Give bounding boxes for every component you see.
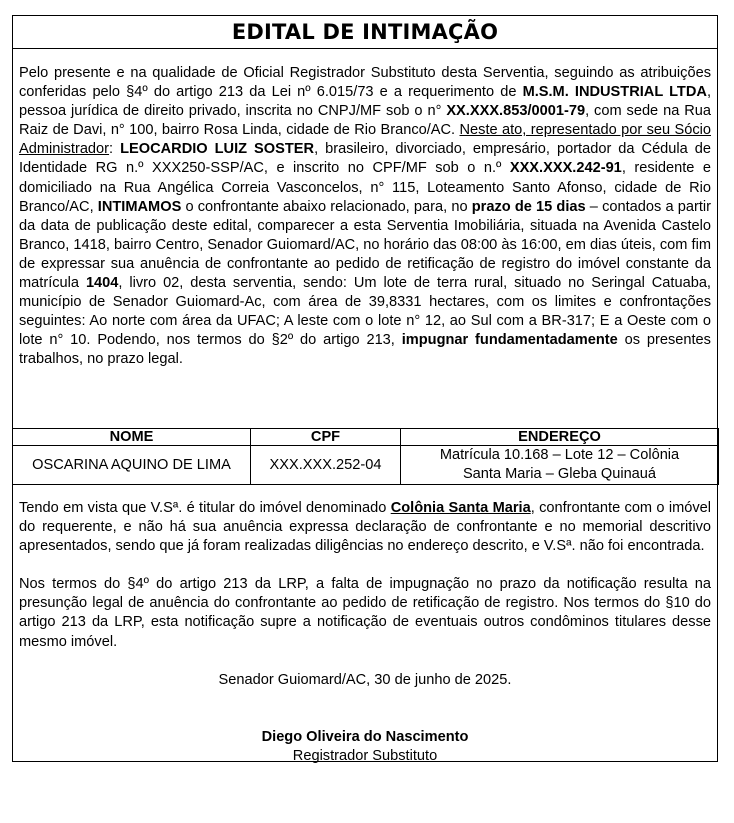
table-header-row xyxy=(13,429,719,446)
signature-block xyxy=(19,728,711,766)
place-date: Senador Guiomard/AC, 30 de junho de 2025. xyxy=(218,671,512,688)
intimamos-word: INTIMAMOS xyxy=(97,198,182,215)
representation-note: Neste ato, representado por seu Sócio Administrador xyxy=(19,122,711,158)
intro-text-5: , brasileiro, divorciado, empresário, portador da Cédula de Identidade RG n.º XXX250-SSP/AC, e inscrito no CPF/MF sob o n.º xyxy=(19,141,711,177)
company-name: M.S.M. INDUSTRIAL LTDA xyxy=(522,84,707,101)
representative-cpf: XXX.XXX.242-91 xyxy=(509,160,622,177)
address-line-1: Matrícula 10.168 – Lote 12 – Colônia xyxy=(439,447,680,463)
header-endereco: ENDEREÇO xyxy=(401,429,719,446)
notice-text-1: Tendo em vista que V.Sª. é titular do imóvel denominado xyxy=(19,500,391,516)
intro-text-3: , com sede na Rua Raiz de Davi, n° 100, bairro Rosa Linda, cidade de Rio Branco/AC. xyxy=(19,103,711,139)
intro-text-7: o confrontante abaixo relacionado, para, no xyxy=(181,198,472,215)
cell-cpf: XXX.XXX.252-04 xyxy=(251,446,401,485)
intro-paragraph xyxy=(13,49,717,428)
legal-paragraph: Nos termos do §4º do artigo 213 da LRP, a falta de impugnação no prazo da notificação resulta na presunção legal de anuência do confrontante ao pedido de retificação de registro. Nos termos do §10 do artigo 213 da LRP, esta notificação supre a notificação de eventuais outros condôminos titulares desse mesmo imóvel. xyxy=(19,576,711,650)
intro-text-6: , residente e domiciliado na Rua Angélica Correia Vasconcelos, n° 115, Loteamento Santo Afonso, cidade de Rio Branco/AC, xyxy=(19,160,711,215)
signer-role: Registrador Substituto xyxy=(292,747,438,764)
header-cpf: CPF xyxy=(251,429,401,446)
intro-text-1: Pelo presente e na qualidade de Oficial Registrador Substituto desta Serventia, seguindo as atribuições conferidas pelo §4º do artigo 213 da Lei nº 6.015/73 e a requerimento de xyxy=(19,65,711,101)
property-name: Colônia Santa Maria xyxy=(390,500,531,516)
intro-text-8: – contados a partir da data de publicação deste edital, comparecer a esta Serventia Imobiliária, situada na Avenida Castelo Branco, 1418, bairro Centro, Senador Guiomard/AC, no horário das 08:00 às 16:00, em dias úteis, com fim de expressar sua anuência de confrontante ao pedido de retificação de registro do imóvel constante da matrícula xyxy=(19,198,711,292)
cell-address xyxy=(401,446,719,485)
intro-text-10: os presentes trabalhos, no prazo legal. xyxy=(19,332,711,368)
signer-name: Diego Oliveira do Nascimento xyxy=(261,728,469,745)
table-row xyxy=(13,446,719,485)
cell-name: OSCARINA AQUINO DE LIMA xyxy=(13,446,251,485)
intro-text-2: , pessoa jurídica de direito privado, inscrita no CNPJ/MF sob o n° xyxy=(19,84,711,120)
address-line-2: Santa Maria – Gleba Quinauá xyxy=(462,466,657,482)
closing-section xyxy=(13,485,717,766)
deadline: prazo de 15 dias xyxy=(471,198,586,215)
intro-text-9: , livro 02, desta serventia, sendo: Um lote de terra rural, situado no Seringal Catuaba, município de Senador Guiomard-Ac, com área de 39,8331 hectares, com os limites e confrontações seguintes: Ao norte com área da UFAC; A leste com o lote n° 12, ao Sul com a BR-317; E a Oeste com o lote n° 10. Podendo, nos termos do §2º do artigo 213, xyxy=(19,275,711,349)
impugnar-phrase: impugnar fundamentadamente xyxy=(401,332,618,349)
representative-name: LEOCARDIO LUIZ SOSTER xyxy=(120,141,315,158)
edital-frame xyxy=(12,15,718,762)
company-cnpj: XX.XXX.853/0001-79 xyxy=(446,103,586,120)
confrontante-table xyxy=(12,428,719,485)
notice-text-2: , confrontante com o imóvel do requerente, e não há sua anuência expressa declaração de confrontante e no memorial descritivo apresentados, sendo que já foram realizadas diligências no endereço descrito, e V.Sª. não foi encontrada. xyxy=(19,500,711,555)
header-nome: NOME xyxy=(13,429,251,446)
notice-paragraph xyxy=(19,499,711,556)
document-title: EDITAL DE INTIMAÇÃO xyxy=(13,16,717,49)
intro-text-4: : xyxy=(109,141,121,158)
matricula-number: 1404 xyxy=(85,275,119,292)
